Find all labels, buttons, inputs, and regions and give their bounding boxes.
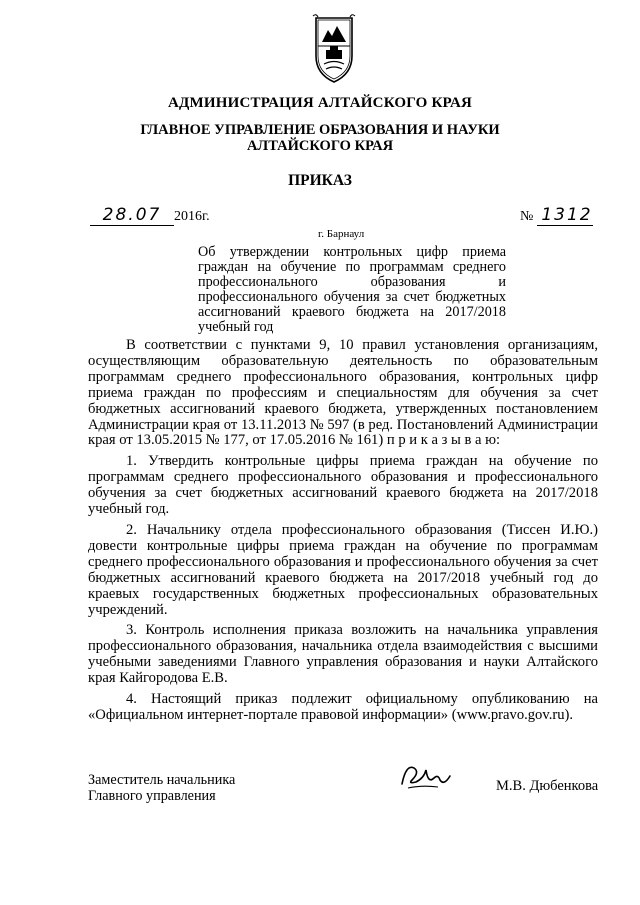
- handwritten-number: 1312: [537, 205, 593, 226]
- department-heading-line1: ГЛАВНОЕ УПРАВЛЕНИЕ ОБРАЗОВАНИЯ И НАУКИ: [140, 122, 500, 138]
- number-sign: №: [520, 209, 534, 224]
- signatory-position: [88, 772, 235, 804]
- order-subject: Об утверждении контрольных цифр приема граждан на обучение по программам среднего профессионального образования и профессионального обучения за счет бюджетных ассигнований краевого бюджета на 2017/2018 учебный год: [198, 244, 506, 335]
- order-number: [520, 205, 593, 226]
- department-heading-line2: АЛТАЙСКОГО КРАЯ: [246, 138, 394, 154]
- preamble-paragraph: В соответствии с пунктами 9, 10 правил установления организациям, осуществляющим образовательную деятельность по образовательным программам среднего профессионального образования, контрольных цифр приема граждан по профессиям и специальностям для обучения за счет бюджетных ассигнований краевого бюджета, утвержденных постановлением Администрации края от 13.11.2013 № 597 (в ред. Постановлений Администрации края от 13.05.2015 № 177, от 17.05.2016 № 161) п р и к а з ы в а ю:: [88, 337, 598, 449]
- signatory-name: М.В. Дюбенкова: [496, 778, 599, 794]
- clause-2: 2. Начальнику отдела профессионального образования (Тиссен И.Ю.) довести контрольные цифры приема граждан на обучение по программам среднего профессионального образования и профессионального обучения за счет бюджетных ассигнований краевого бюджета на 2017/2018 учебный год до краевых государственных бюджетных профессиональных образовательных учреждений.: [88, 521, 598, 618]
- clause-4: 4. Настоящий приказ подлежит официальному опубликованию на «Официальном интернет-портале правовой информации» (www.pravo.gov.ru).: [88, 691, 598, 723]
- clause-3: 3. Контроль исполнения приказа возложить на начальника управления профессионального образования, начальника отдела взаимодействия с высшими учебными заведениями Главного управления образования и науки Алтайского края Кайгородова Е.В.: [88, 622, 598, 687]
- handwritten-date: 28.07: [90, 205, 174, 226]
- signatory-position-line1: Заместитель начальника: [88, 772, 236, 788]
- administration-heading: АДМИНИСТРАЦИЯ АЛТАЙСКОГО КРАЯ: [167, 95, 473, 111]
- order-body: [88, 338, 598, 729]
- order-date: [90, 205, 210, 226]
- document-type-title: ПРИКАЗ: [288, 172, 352, 189]
- city-label: г. Барнаул: [318, 228, 365, 240]
- handwritten-signature: [398, 758, 454, 794]
- department-heading: [0, 122, 640, 154]
- coat-of-arms-emblem: [310, 12, 358, 84]
- order-year: 2016г.: [174, 209, 210, 224]
- signatory-position-line2: Главного управления: [88, 788, 216, 804]
- clause-1: 1. Утвердить контрольные цифры приема граждан на обучение по программам среднего профессионального образования и профессионального обучения за счет бюджетных ассигнований краевого бюджета на 2017/2018 учебный год.: [88, 453, 598, 518]
